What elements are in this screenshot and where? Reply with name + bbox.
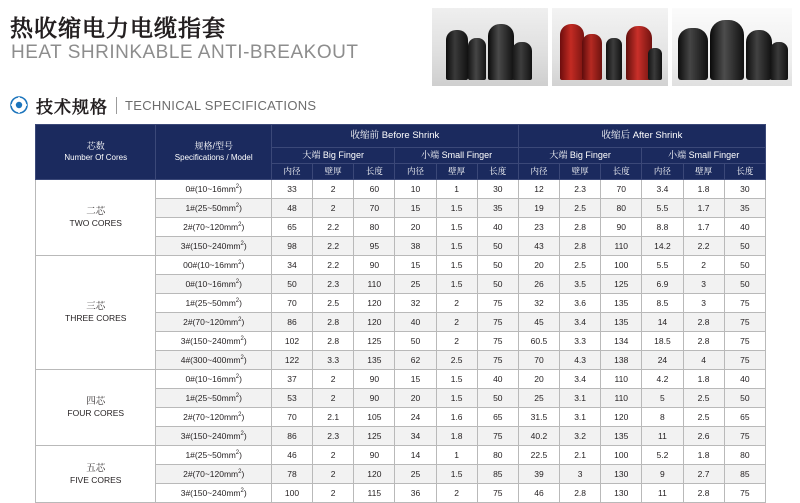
section-title-english: TECHNICAL SPECIFICATIONS	[125, 97, 317, 113]
cell-value: 8.8	[642, 218, 683, 237]
cell-value: 11	[642, 427, 683, 446]
cell-value: 2	[313, 199, 354, 218]
cell-core-count: 二芯 TWO CORES	[36, 180, 156, 256]
cell-value: 14.2	[642, 237, 683, 256]
cell-value: 34	[271, 256, 312, 275]
cell-value: 20	[518, 370, 559, 389]
cell-value: 46	[518, 484, 559, 503]
cell-value: 75	[477, 294, 518, 313]
cell-value: 18.5	[642, 332, 683, 351]
cell-value: 5.5	[642, 199, 683, 218]
cell-core-count: 五芯 FIVE CORES	[36, 446, 156, 503]
cell-value: 135	[601, 294, 642, 313]
cell-model: $1\#(25\sim 50mm^2)$	[156, 199, 271, 218]
cell-value: 24	[395, 408, 436, 427]
cell-value: 120	[354, 465, 395, 484]
cell-value: 11	[642, 484, 683, 503]
technical-specifications-table	[35, 124, 766, 503]
cell-value: 4.3	[560, 351, 601, 370]
spec-table-wrapper	[35, 124, 766, 503]
cell-value: 32	[518, 294, 559, 313]
cell-value: 2	[683, 256, 724, 275]
cell-value: 3.4	[560, 313, 601, 332]
boot-shape	[770, 42, 788, 80]
cell-value: 105	[354, 408, 395, 427]
section-title-chinese: 技术规格	[36, 97, 108, 117]
cell-value: 60.5	[518, 332, 559, 351]
cell-value: 53	[271, 389, 312, 408]
cell-value: 14	[395, 446, 436, 465]
cell-model: $0\#(10\sim 16mm^2)$	[156, 370, 271, 389]
cell-core-count: 三芯 THREE CORES	[36, 256, 156, 370]
cell-value: 135	[601, 313, 642, 332]
cell-value: 2.2	[313, 237, 354, 256]
cell-value: 2.2	[313, 256, 354, 275]
cell-value: 125	[354, 427, 395, 446]
cell-value: 1.7	[683, 218, 724, 237]
cell-value: 8.5	[642, 294, 683, 313]
cell-value: 50	[477, 237, 518, 256]
cell-value: 50	[724, 237, 765, 256]
cell-value: 75	[724, 427, 765, 446]
header-specifications: 规格/型号 Specifications / Model	[156, 125, 271, 180]
cell-value: 50	[271, 275, 312, 294]
cell-value: 90	[601, 218, 642, 237]
cell-value: 2.1	[560, 446, 601, 465]
cell-value: 2.5	[683, 408, 724, 427]
cell-value: 2.1	[313, 408, 354, 427]
cell-value: 2.5	[683, 389, 724, 408]
cell-value: 65	[271, 218, 312, 237]
cell-value: 45	[518, 313, 559, 332]
cell-value: 3.3	[560, 332, 601, 351]
cell-value: 120	[354, 294, 395, 313]
cell-value: 1.5	[436, 275, 477, 294]
cell-value: 3.2	[560, 427, 601, 446]
cell-value: 2.5	[313, 294, 354, 313]
cell-value: 48	[271, 199, 312, 218]
cell-value: 2	[313, 370, 354, 389]
cell-value: 86	[271, 313, 312, 332]
cell-value: 25	[395, 275, 436, 294]
cell-value: 138	[601, 351, 642, 370]
cell-value: 50	[724, 389, 765, 408]
cell-value: 50	[477, 256, 518, 275]
cell-value: 15	[395, 256, 436, 275]
header-after-small-finger: 小端 Small Finger	[642, 148, 766, 164]
cell-value: 95	[354, 237, 395, 256]
header-wall-thickness: 壁厚	[436, 164, 477, 180]
cell-value: 2.6	[683, 427, 724, 446]
cell-value: 4.2	[642, 370, 683, 389]
cell-value: 80	[601, 199, 642, 218]
cell-model: $2\#(70\sim 120mm^2)$	[156, 218, 271, 237]
cell-value: 20	[395, 218, 436, 237]
cell-value: 2	[313, 389, 354, 408]
cell-value: 9	[642, 465, 683, 484]
cell-value: 3	[560, 465, 601, 484]
cell-value: 46	[271, 446, 312, 465]
cell-value: 2.8	[683, 313, 724, 332]
cell-value: 19	[518, 199, 559, 218]
cell-value: 130	[601, 465, 642, 484]
header-inner-diameter: 内径	[271, 164, 312, 180]
cell-value: 2.5	[560, 199, 601, 218]
header-inner-diameter: 内径	[518, 164, 559, 180]
cell-value: 1.6	[436, 408, 477, 427]
header-cores: 芯数 Number Of Cores	[36, 125, 156, 180]
page-title-chinese: 热收缩电力电缆指套	[10, 15, 226, 41]
cell-value: 2.5	[560, 256, 601, 275]
boot-shape	[468, 38, 486, 80]
cell-value: 78	[271, 465, 312, 484]
cell-value: 3.1	[560, 389, 601, 408]
cell-value: 90	[354, 256, 395, 275]
header-wall-thickness: 壁厚	[683, 164, 724, 180]
header-after-big-finger: 大端 Big Finger	[518, 148, 641, 164]
cell-value: 2.3	[560, 180, 601, 199]
header-wall-thickness: 壁厚	[560, 164, 601, 180]
cell-value: 30	[724, 180, 765, 199]
cell-value: 2.5	[436, 351, 477, 370]
header-length: 长度	[724, 164, 765, 180]
cell-value: 40	[724, 370, 765, 389]
cell-value: 35	[724, 199, 765, 218]
cell-value: 1.5	[436, 237, 477, 256]
cell-value: 120	[354, 313, 395, 332]
header-before-small-finger: 小端 Small Finger	[395, 148, 518, 164]
header-length: 长度	[601, 164, 642, 180]
page-title-english: HEAT SHRINKABLE ANTI-BREAKOUT	[11, 42, 359, 63]
cell-model: $1\#(25\sim 50mm^2)$	[156, 389, 271, 408]
cell-value: 2	[436, 294, 477, 313]
cell-model: $0\#(10\sim 16mm^2)$	[156, 180, 271, 199]
cell-value: 75	[477, 313, 518, 332]
cell-value: 2	[313, 180, 354, 199]
cell-value: 80	[354, 218, 395, 237]
cell-value: 80	[477, 446, 518, 465]
cell-value: 120	[601, 408, 642, 427]
cell-value: 50	[477, 389, 518, 408]
cell-value: 135	[601, 427, 642, 446]
cell-value: 3.4	[642, 180, 683, 199]
cell-value: 50	[724, 256, 765, 275]
cell-value: 2	[313, 446, 354, 465]
cell-value: 25	[518, 389, 559, 408]
cell-value: 70	[354, 199, 395, 218]
cell-value: 2	[436, 484, 477, 503]
header-inner-diameter: 内径	[642, 164, 683, 180]
cell-value: 135	[354, 351, 395, 370]
cell-value: 90	[354, 389, 395, 408]
cell-value: 1.8	[683, 370, 724, 389]
boot-shape	[678, 28, 708, 80]
black-breakout-boots-group-photo	[672, 8, 792, 86]
cell-value: 5	[642, 389, 683, 408]
cell-value: 2	[436, 313, 477, 332]
red-and-black-breakout-boots-photo	[552, 8, 668, 86]
cell-value: 14	[642, 313, 683, 332]
header-wall-thickness: 壁厚	[313, 164, 354, 180]
cell-value: 22.5	[518, 446, 559, 465]
cell-value: 40	[724, 218, 765, 237]
cell-value: 1.5	[436, 256, 477, 275]
cell-value: 50	[477, 275, 518, 294]
cell-value: 110	[601, 370, 642, 389]
cell-value: 75	[477, 484, 518, 503]
cell-value: 5.2	[642, 446, 683, 465]
cell-value: 40	[477, 218, 518, 237]
cell-value: 80	[724, 446, 765, 465]
section-divider	[116, 97, 117, 114]
cell-value: 2.3	[313, 427, 354, 446]
cell-value: 3.1	[560, 408, 601, 427]
cell-value: 3.5	[560, 275, 601, 294]
cell-model: $00\#(10\sim 16mm^2)$	[156, 256, 271, 275]
cell-value: 110	[601, 237, 642, 256]
cell-value: 2.8	[560, 484, 601, 503]
cell-value: 1.5	[436, 370, 477, 389]
cell-value: 110	[354, 275, 395, 294]
cell-value: 40	[477, 370, 518, 389]
table-row	[36, 256, 766, 275]
cell-value: 36	[395, 484, 436, 503]
table-row	[36, 180, 766, 199]
cell-value: 100	[601, 446, 642, 465]
cell-value: 1.8	[436, 427, 477, 446]
cell-value: 75	[724, 484, 765, 503]
cell-value: 100	[271, 484, 312, 503]
cell-model: $3\#(150\sim 240mm^2)$	[156, 237, 271, 256]
cell-value: 75	[724, 332, 765, 351]
cell-value: 90	[354, 370, 395, 389]
cell-value: 2.3	[313, 275, 354, 294]
header-before-shrink: 收缩前 Before Shrink	[271, 125, 518, 148]
table-body	[36, 180, 766, 503]
cell-value: 3.3	[313, 351, 354, 370]
cell-model: $3\#(150\sim 240mm^2)$	[156, 332, 271, 351]
cell-value: 38	[395, 237, 436, 256]
cell-value: 2.2	[683, 237, 724, 256]
cell-model: $2\#(70\sim 120mm^2)$	[156, 408, 271, 427]
cell-value: 3.6	[560, 294, 601, 313]
header-length: 长度	[477, 164, 518, 180]
cell-value: 60	[354, 180, 395, 199]
cell-value: 2	[313, 465, 354, 484]
cell-value: 4	[683, 351, 724, 370]
cell-value: 12	[518, 180, 559, 199]
boot-shape	[512, 42, 532, 80]
cell-value: 8	[642, 408, 683, 427]
cell-value: 1.8	[683, 180, 724, 199]
cell-value: 70	[518, 351, 559, 370]
cell-value: 31.5	[518, 408, 559, 427]
cell-value: 30	[477, 180, 518, 199]
cell-value: 50	[724, 275, 765, 294]
cell-value: 2	[313, 484, 354, 503]
cell-value: 39	[518, 465, 559, 484]
cell-value: 75	[477, 332, 518, 351]
cell-model: $1\#(25\sim 50mm^2)$	[156, 294, 271, 313]
cell-value: 40.2	[518, 427, 559, 446]
table-header	[36, 125, 766, 180]
boot-shape	[710, 20, 744, 80]
cell-value: 90	[354, 446, 395, 465]
cell-value: 20	[518, 256, 559, 275]
cell-value: 125	[601, 275, 642, 294]
cell-value: 65	[477, 408, 518, 427]
boot-shape	[606, 38, 622, 80]
cell-value: 65	[724, 408, 765, 427]
cell-value: 125	[354, 332, 395, 351]
table-row	[36, 370, 766, 389]
cell-value: 26	[518, 275, 559, 294]
boot-shape	[488, 24, 514, 80]
cell-value: 3	[683, 294, 724, 313]
header-after-shrink: 收缩后 After Shrink	[518, 125, 765, 148]
cell-model: $3\#(150\sim 240mm^2)$	[156, 484, 271, 503]
cell-model: $2\#(70\sim 120mm^2)$	[156, 313, 271, 332]
boot-shape	[446, 30, 468, 80]
cell-value: 75	[477, 351, 518, 370]
cell-value: 102	[271, 332, 312, 351]
cell-value: 37	[271, 370, 312, 389]
cell-value: 2.2	[313, 218, 354, 237]
cell-value: 110	[601, 389, 642, 408]
table-row	[36, 446, 766, 465]
cell-value: 85	[724, 465, 765, 484]
cell-value: 25	[395, 465, 436, 484]
cell-value: 75	[724, 351, 765, 370]
target-icon	[10, 96, 28, 114]
cell-value: 85	[477, 465, 518, 484]
cell-value: 5.5	[642, 256, 683, 275]
cell-value: 2.8	[683, 332, 724, 351]
cell-value: 20	[395, 389, 436, 408]
header-before-big-finger: 大端 Big Finger	[271, 148, 394, 164]
cell-value: 2.7	[683, 465, 724, 484]
cell-value: 23	[518, 218, 559, 237]
cell-model: $0\#(10\sim 16mm^2)$	[156, 275, 271, 294]
cell-value: 70	[271, 408, 312, 427]
cell-value: 100	[601, 256, 642, 275]
cell-value: 86	[271, 427, 312, 446]
boot-shape	[582, 34, 602, 80]
cell-value: 1	[436, 180, 477, 199]
cell-value: 1.5	[436, 389, 477, 408]
cell-value: 1.5	[436, 199, 477, 218]
header-length: 长度	[354, 164, 395, 180]
cell-value: 2.8	[560, 237, 601, 256]
cell-value: 24	[642, 351, 683, 370]
cell-value: 75	[724, 313, 765, 332]
cell-value: 3.4	[560, 370, 601, 389]
cell-value: 15	[395, 370, 436, 389]
cell-value: 34	[395, 427, 436, 446]
section-heading	[10, 92, 316, 118]
cell-value: 115	[354, 484, 395, 503]
cell-value: 1.5	[436, 465, 477, 484]
cell-value: 70	[271, 294, 312, 313]
cell-model: $1\#(25\sim 50mm^2)$	[156, 446, 271, 465]
cell-model: $2\#(70\sim 120mm^2)$	[156, 465, 271, 484]
cell-model: $3\#(150\sim 240mm^2)$	[156, 427, 271, 446]
cell-value: 43	[518, 237, 559, 256]
cell-core-count: 四芯 FOUR CORES	[36, 370, 156, 446]
cell-value: 1	[436, 446, 477, 465]
cell-value: 70	[601, 180, 642, 199]
boot-shape	[648, 48, 662, 80]
cell-value: 75	[724, 294, 765, 313]
cell-value: 2.8	[560, 218, 601, 237]
cell-value: 33	[271, 180, 312, 199]
cell-value: 1.5	[436, 218, 477, 237]
cell-value: 2.8	[683, 484, 724, 503]
cell-value: 1.7	[683, 199, 724, 218]
cell-value: 134	[601, 332, 642, 351]
cell-value: 40	[395, 313, 436, 332]
cell-value: 50	[395, 332, 436, 351]
cell-value: 75	[477, 427, 518, 446]
cell-value: 98	[271, 237, 312, 256]
cell-value: 62	[395, 351, 436, 370]
black-breakout-boots-photo	[432, 8, 548, 86]
header-inner-diameter: 内径	[395, 164, 436, 180]
cell-value: 35	[477, 199, 518, 218]
cell-value: 1.8	[683, 446, 724, 465]
cell-value: 32	[395, 294, 436, 313]
cell-value: 2	[436, 332, 477, 351]
cell-value: 6.9	[642, 275, 683, 294]
cell-value: 10	[395, 180, 436, 199]
product-photo-strip	[432, 8, 792, 86]
cell-value: 15	[395, 199, 436, 218]
cell-value: 2.8	[313, 332, 354, 351]
cell-value: 2.8	[313, 313, 354, 332]
cell-value: 122	[271, 351, 312, 370]
boot-shape	[560, 24, 584, 80]
cell-value: 3	[683, 275, 724, 294]
cell-model: $4\#(300\sim 400mm^2)$	[156, 351, 271, 370]
cell-value: 130	[601, 484, 642, 503]
boot-shape	[746, 30, 772, 80]
